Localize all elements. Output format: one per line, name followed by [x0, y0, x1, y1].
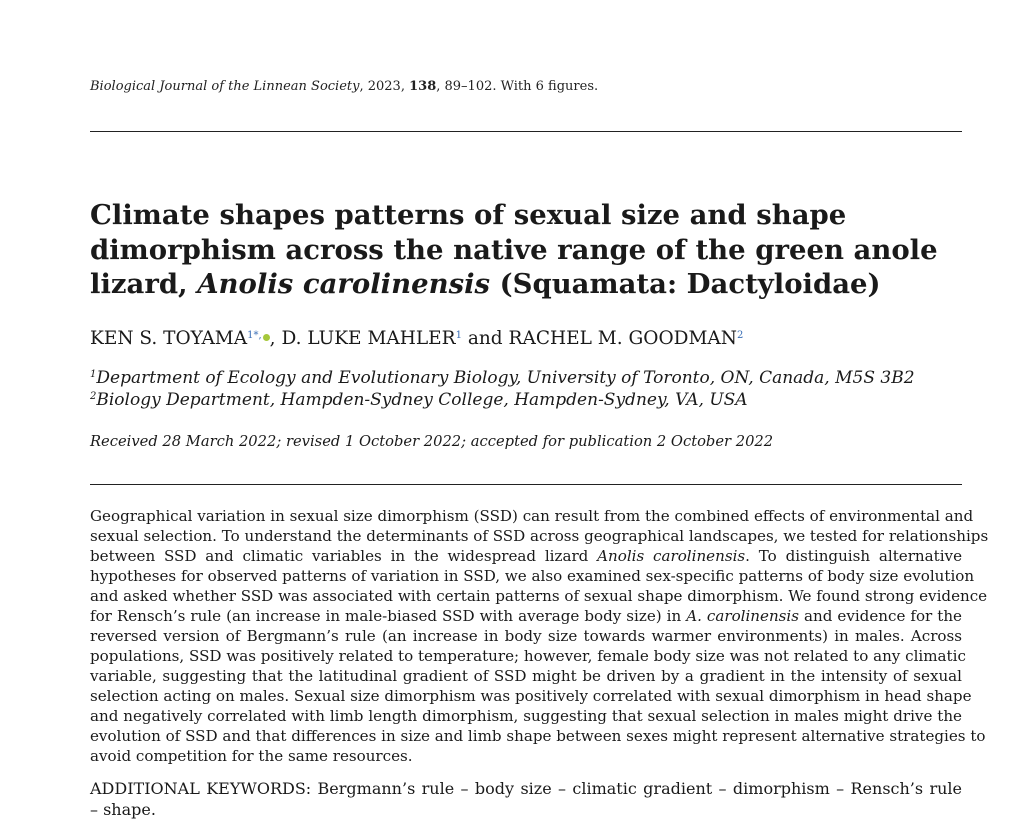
author-separator: and [461, 328, 509, 349]
abstract-line [90, 546, 962, 566]
affiliation-sup: 2 [90, 391, 97, 402]
abstract-line: selection acting on males. Sexual size dimorphism was positively correlated with sexual dimorphism in head shape [90, 687, 972, 705]
affiliation-sup: 1 [90, 369, 97, 380]
abstract-line: sexual selection. To understand the determinants of SSD across geographical landscapes, we tested for relationships [90, 527, 989, 545]
author-name[interactable]: D. LUKE MAHLER [281, 328, 456, 349]
affiliation [90, 390, 748, 410]
keywords-line: – shape. [90, 800, 156, 819]
keywords [90, 778, 962, 820]
keywords-label: ADDITIONAL KEYWORDS: [90, 779, 312, 798]
abstract-text: and evidence for the [799, 607, 962, 625]
keywords-text: Bergmann’s rule – body size – climatic gradient – dimorphism – Rensch’s rule [311, 779, 962, 798]
author-affil-sup[interactable]: 2 [736, 330, 744, 341]
author-affil-sup[interactable]: 1 [455, 330, 462, 341]
keywords-line [90, 778, 962, 799]
abstract-text: between SSD and climatic variables in the widespread lizard [90, 547, 598, 565]
author-separator: , [269, 328, 282, 349]
affiliation [90, 368, 915, 388]
author-name[interactable]: KEN S. TOYAMA [90, 328, 248, 349]
article-title [90, 198, 962, 302]
title-species: Anolis carolinensis [197, 268, 491, 300]
author-name[interactable]: RACHEL M. GOODMAN [508, 328, 737, 349]
abstract-line: Geographical variation in sexual size dimorphism (SSD) can result from the combined effects of environmental and [90, 507, 974, 525]
affiliation-text: Department of Ecology and Evolutionary Biology, University of Toronto, ON, Canada, M5S 3B2 [96, 368, 915, 388]
title-part-2: (Squamata: Dactyloidae) [490, 268, 881, 300]
journal-name: Biological Journal of the Linnean Society [90, 79, 360, 94]
journal-pages: , 89–102. With 6 figures. [436, 79, 599, 94]
affiliation-text: Biology Department, Hampden-Sydney College, Hampden-Sydney, VA, USA [96, 390, 748, 410]
abstract [90, 506, 989, 766]
journal-year: , 2023, [359, 79, 410, 94]
received-dates: Received 28 March 2022; revised 1 October 2022; accepted for publication 2 October 2022 [90, 433, 774, 450]
abstract-line: hypotheses for observed patterns of variation in SSD, we also examined sex-specific patterns of body size evolution [90, 567, 975, 585]
abstract-line: variable, suggesting that the latitudinal gradient of SSD might be driven by a gradient in the intensity of sexual [90, 667, 962, 685]
header-divider [90, 131, 962, 132]
abstract-divider [90, 484, 962, 485]
abstract-line [90, 606, 962, 626]
author-affil-sup[interactable]: 1*, [247, 330, 262, 341]
abstract-species: A. carolinensis [686, 607, 800, 625]
abstract-line: populations, SSD was positively related to temperature; however, female body size was not related to any climatic [90, 647, 966, 665]
title-part-1: Climate shapes patterns of sexual size and shape dimorphism across the native range of the green anole lizard, [90, 199, 938, 300]
orcid-icon[interactable] [263, 334, 270, 341]
abstract-species: Anolis carolinensis [597, 547, 746, 565]
abstract-line: avoid competition for the same resources. [90, 747, 413, 765]
author-list [90, 328, 962, 349]
abstract-line: evolution of SSD and that differences in size and limb shape between sexes might represent alternative strategies to [90, 727, 986, 745]
abstract-text: . To distinguish alternative [745, 547, 963, 565]
journal-citation [90, 79, 598, 94]
abstract-text: for Rensch’s rule (an increase in male-biased SSD with average body size) in [90, 607, 687, 625]
abstract-line: and asked whether SSD was associated with certain patterns of sexual shape dimorphism. We found strong evidence [90, 587, 988, 605]
journal-volume: 138 [409, 79, 437, 94]
abstract-line: reversed version of Bergmann’s rule (an increase in body size towards warmer environments) in males. Across [90, 627, 962, 645]
abstract-line: and negatively correlated with limb length dimorphism, suggesting that sexual selection in males might drive the [90, 707, 962, 725]
